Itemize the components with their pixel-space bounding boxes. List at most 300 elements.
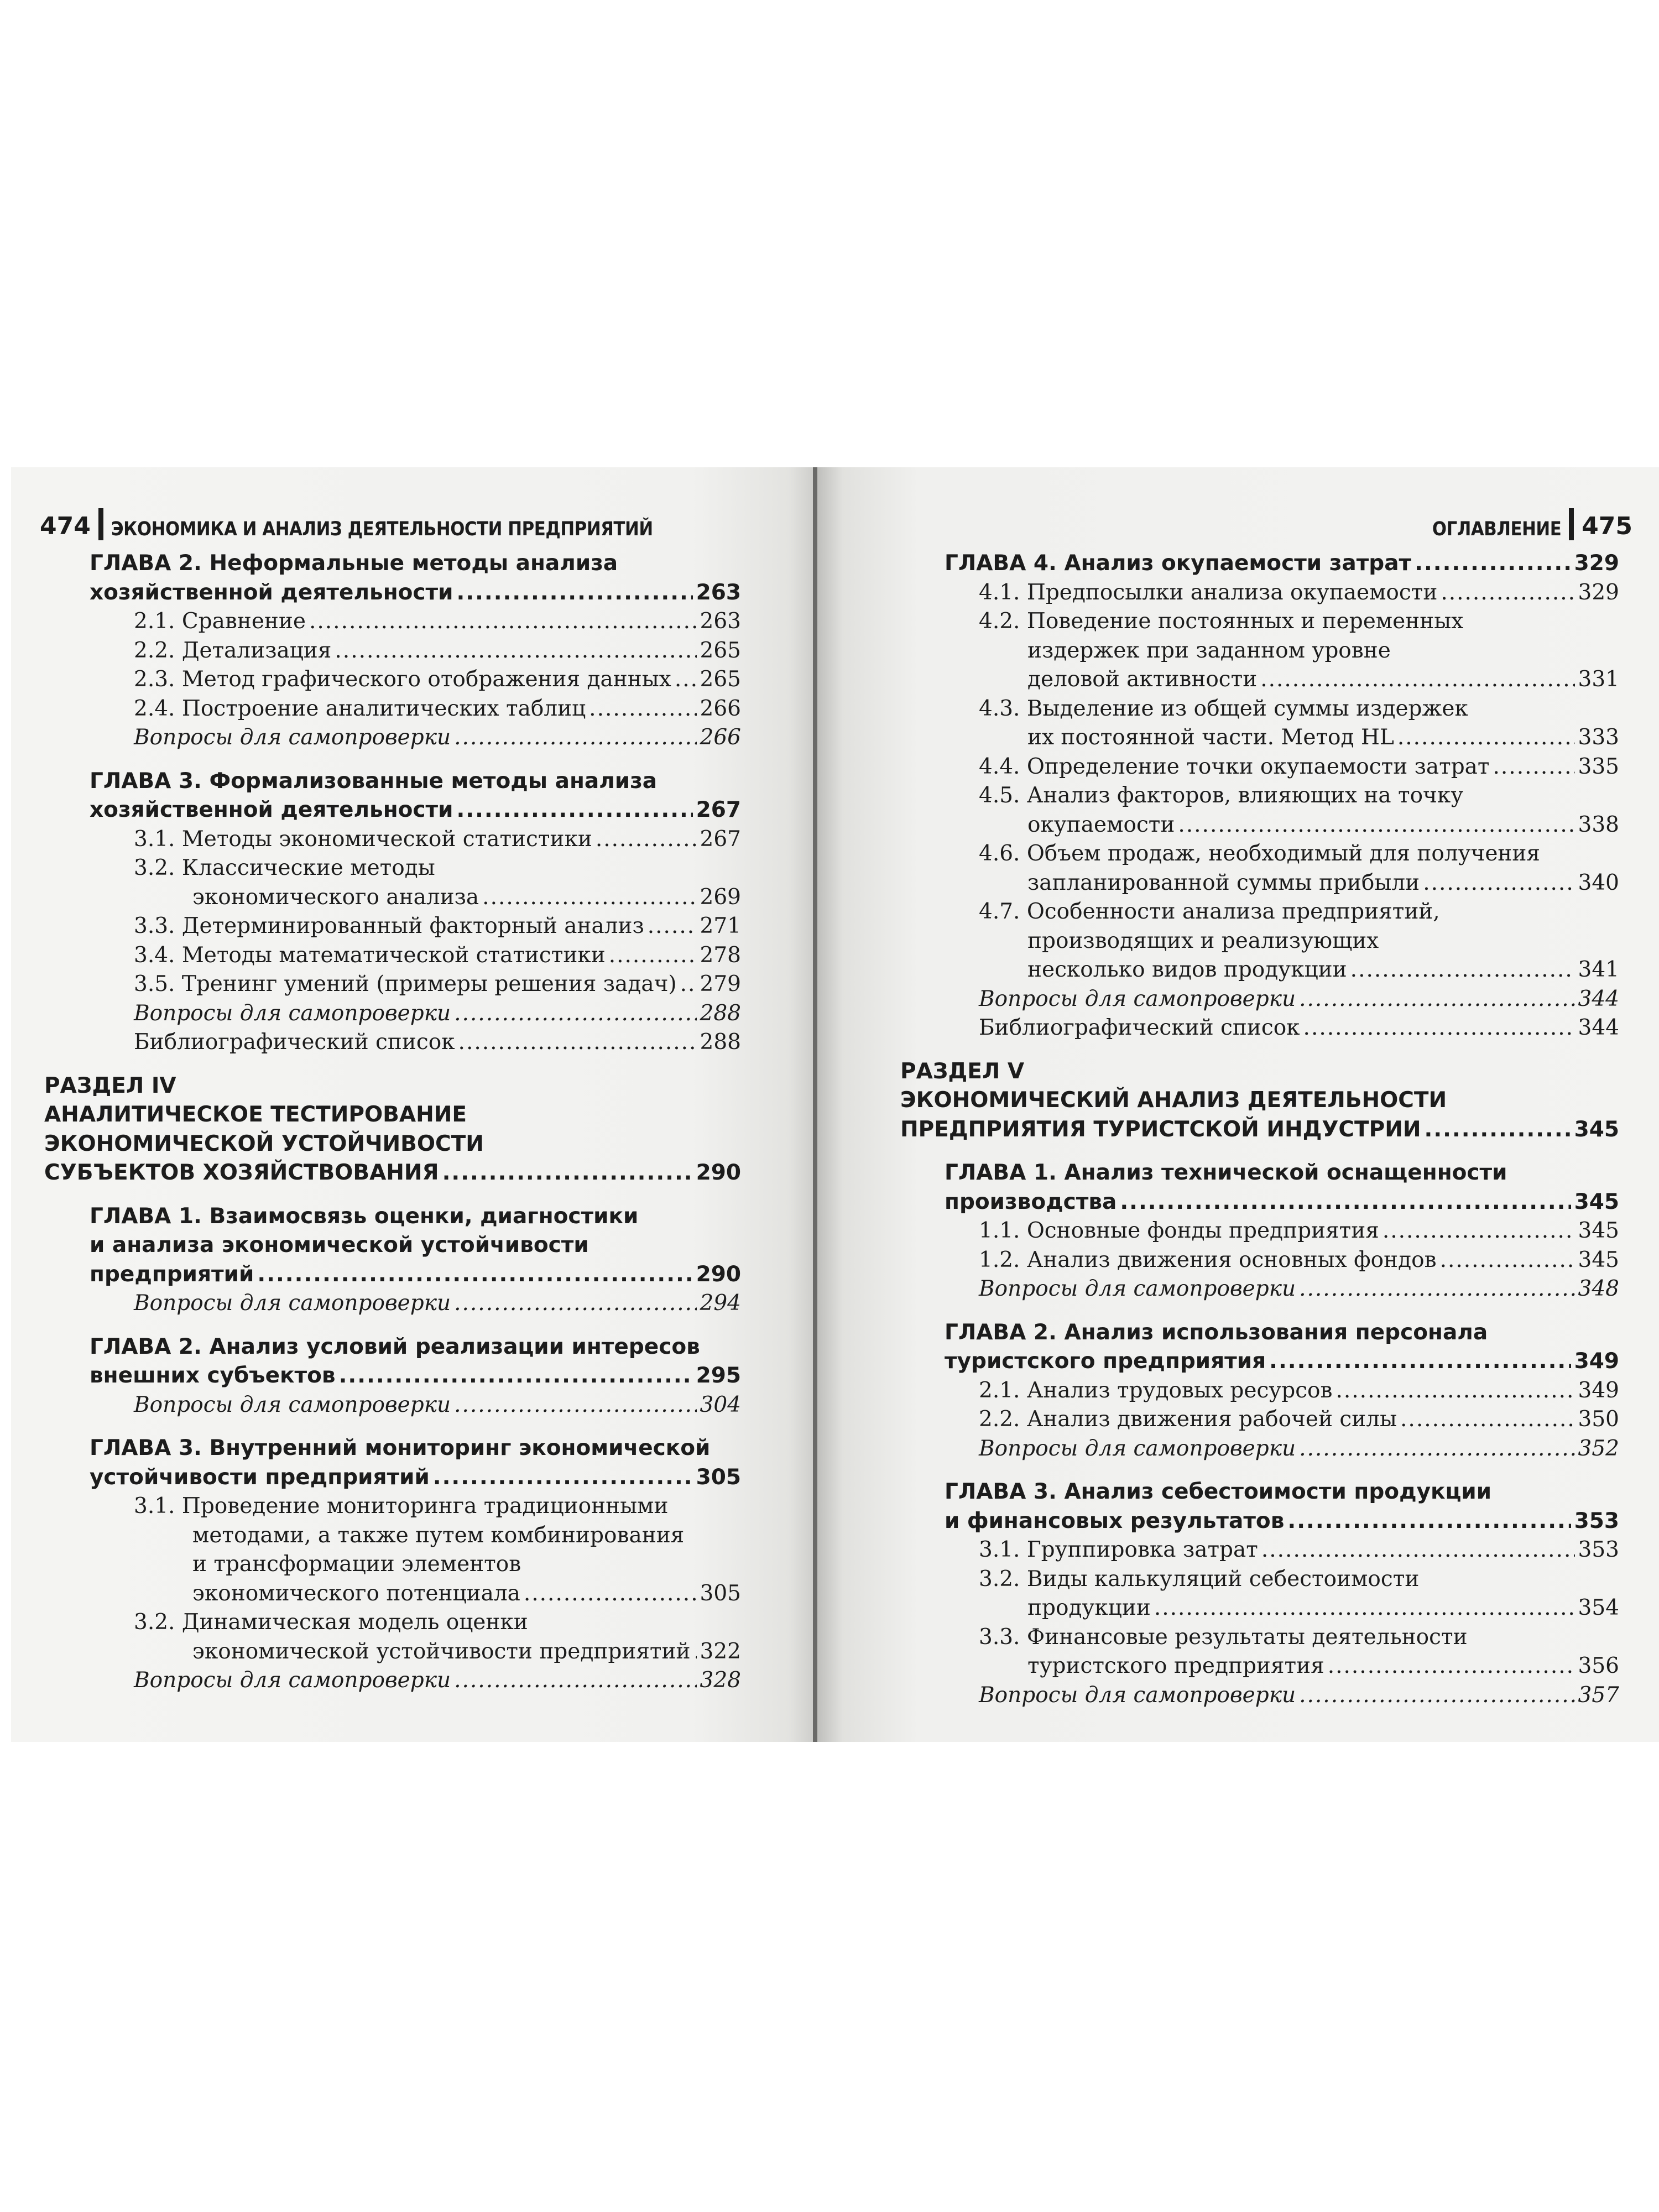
dot-leader: [1415, 549, 1571, 578]
toc-entry-title: ГЛАВА 2. Анализ использования персонала: [945, 1319, 1488, 1345]
toc-entry-title: 2.4. Построение аналитических таблиц: [134, 696, 586, 721]
toc-line: [44, 1333, 741, 1362]
toc-line: [44, 1100, 741, 1130]
toc-entry-title: ГЛАВА 1. Анализ технической оснащенности: [945, 1160, 1507, 1185]
dot-leader: [442, 1159, 693, 1188]
toc-entry-ch: [900, 1318, 1619, 1376]
toc-line-with-page: [44, 912, 741, 941]
toc-line-with-page: [900, 1188, 1619, 1217]
toc-entry-title: туристского предприятия: [1027, 1653, 1324, 1678]
toc-entry-title: ПРЕДПРИЯТИЯ ТУРИСТСКОЙ ИНДУСТРИИ: [900, 1117, 1421, 1142]
toc-entry-title: ЭКОНОМИЧЕСКОЙ УСТОЙЧИВОСТИ: [44, 1131, 484, 1156]
toc-entry-sub: [900, 578, 1619, 608]
toc-page-number: 294: [700, 1291, 741, 1316]
toc-line-with-page: [900, 1594, 1619, 1623]
dot-leader: [1299, 1275, 1574, 1304]
toc-entry-title: ГЛАВА 3. Формализованные методы анализа: [90, 768, 658, 794]
left-page-number: 474: [40, 512, 91, 540]
toc-entry-title: деловой активности: [1027, 667, 1258, 692]
toc-page-number: 322: [700, 1639, 741, 1664]
toc-line: [900, 898, 1619, 927]
toc-line-with-page: [44, 941, 741, 971]
toc-line-with-page: [44, 1637, 741, 1667]
toc-page-number: 340: [1578, 870, 1619, 895]
toc-entry-title: и трансформации элементов: [192, 1552, 521, 1577]
left-running-head: [40, 502, 727, 540]
toc-page-number: 269: [700, 884, 741, 910]
toc-line: [44, 1231, 741, 1260]
dot-leader: [309, 607, 697, 637]
toc-entry-title: РАЗДЕЛ IV: [44, 1073, 176, 1098]
toc-entry-sub: [900, 1536, 1619, 1565]
book-gutter: [813, 467, 817, 1742]
dot-leader: [454, 1666, 696, 1695]
toc-line: [900, 1478, 1619, 1507]
toc-entry-q: [44, 1289, 741, 1318]
toc-line-with-page: [44, 1463, 741, 1493]
toc-line: [44, 1550, 741, 1579]
toc-page-number: 267: [700, 826, 741, 852]
toc-entry-title: несколько видов продукции: [1027, 957, 1347, 982]
toc-entry-title: Вопросы для самопроверки: [134, 1291, 451, 1316]
toc-line: [900, 607, 1619, 637]
toc-line: [44, 1072, 741, 1101]
toc-line: [900, 1623, 1619, 1652]
toc-entry-title: 4.2. Поведение постоянных и переменных: [979, 609, 1464, 634]
toc-entry-ch: [44, 549, 741, 607]
toc-spacer: [44, 1420, 741, 1434]
dot-leader: [1260, 665, 1574, 695]
toc-line-with-page: [44, 1159, 741, 1188]
toc-entry-q: [900, 985, 1619, 1014]
toc-spacer: [900, 1043, 1619, 1057]
toc-entry-title: хозяйственной деятельности: [90, 797, 453, 822]
dot-leader: [1287, 1507, 1571, 1536]
dot-leader: [1178, 811, 1574, 840]
toc-line-with-page: [900, 1376, 1619, 1406]
toc-entry-title: Вопросы для самопроверки: [134, 725, 451, 750]
toc-line-with-page: [44, 695, 741, 724]
toc-page-number: 344: [1578, 1015, 1619, 1040]
toc-entry-title: 3.4. Методы математической статистики: [134, 942, 606, 968]
toc-line: [44, 767, 741, 796]
toc-line-with-page: [900, 985, 1619, 1014]
toc-line-with-page: [44, 578, 741, 608]
toc-page-number: 350: [1578, 1407, 1619, 1432]
toc-page-number: 338: [1578, 812, 1619, 837]
toc-entry-sub: [900, 1217, 1619, 1246]
toc-line-with-page: [44, 1028, 741, 1057]
toc-entry-title: Вопросы для самопроверки: [134, 1000, 451, 1026]
toc-spacer: [44, 1188, 741, 1202]
toc-page-number: 349: [1578, 1378, 1619, 1403]
dot-leader: [1328, 1652, 1575, 1681]
toc-entry-sub: [44, 1492, 741, 1608]
toc-line-with-page: [900, 1246, 1619, 1275]
toc-entry-title: туристского предприятия: [945, 1349, 1266, 1374]
dot-leader: [1397, 723, 1575, 753]
toc-entry-sub: [900, 1405, 1619, 1434]
toc-entry-title: Вопросы для самопроверки: [134, 1668, 451, 1693]
toc-page-number: 353: [1574, 1508, 1619, 1533]
toc-line-with-page: [900, 1347, 1619, 1376]
toc-spacer: [900, 1144, 1619, 1159]
dot-leader: [1440, 1246, 1575, 1275]
toc-line: [44, 1521, 741, 1551]
toc-entry-title: 4.5. Анализ факторов, влияющих на точку: [979, 783, 1464, 808]
toc-line-with-page: [44, 970, 741, 999]
toc-entry-title: 3.2. Динамическая модель оценки: [134, 1610, 528, 1635]
toc-line-with-page: [44, 825, 741, 854]
toc-entry-title: издержек при заданном уровне: [1027, 638, 1391, 663]
toc-line: [900, 839, 1619, 869]
toc-line-with-page: [44, 1260, 741, 1290]
toc-entry-title: продукции: [1027, 1595, 1151, 1620]
toc-entry-sub: [44, 665, 741, 695]
toc-page-number: 263: [696, 580, 741, 605]
toc-entry-title: Библиографический список: [134, 1030, 455, 1055]
toc-line-with-page: [900, 869, 1619, 898]
toc-line: [900, 781, 1619, 811]
toc-entry-sub: [900, 781, 1619, 839]
toc-entry-title: производящих и реализующих: [1027, 928, 1379, 953]
right-running-title: ОГЛАВЛЕНИЕ: [1432, 518, 1562, 540]
toc-line: [44, 1202, 741, 1232]
toc-line: [44, 854, 741, 883]
toc-entry-sub: [900, 839, 1619, 898]
dot-leader: [456, 578, 692, 608]
right-page-number: 475: [1582, 512, 1632, 540]
toc-entry-sec: [900, 1057, 1619, 1145]
toc-page-number: 265: [700, 667, 741, 692]
right-table-of-contents: [900, 549, 1619, 1710]
toc-line: [44, 549, 741, 578]
dot-leader: [482, 883, 696, 912]
toc-page-number: 288: [700, 1000, 741, 1026]
toc-line-with-page: [900, 811, 1619, 840]
toc-entry-title: 3.3. Детерминированный факторный анализ: [134, 914, 644, 938]
toc-entry-title: 2.1. Анализ трудовых ресурсов: [979, 1378, 1333, 1403]
toc-line: [900, 927, 1619, 956]
toc-entry-sec: [44, 1072, 741, 1188]
toc-entry-title: 3.3. Финансовые результаты деятельности: [979, 1624, 1468, 1650]
left-table-of-contents: [44, 549, 741, 1695]
toc-entry-title: Вопросы для самопроверки: [979, 986, 1296, 1011]
dot-leader: [1383, 1217, 1575, 1246]
dot-leader: [257, 1260, 692, 1290]
toc-entry-q: [900, 1434, 1619, 1464]
toc-entry-ch: [900, 1478, 1619, 1536]
toc-entry-title: хозяйственной деятельности: [90, 580, 453, 605]
toc-entry-q: [900, 1681, 1619, 1710]
dot-leader: [454, 1289, 696, 1318]
toc-entry-ch: [44, 1202, 741, 1290]
dot-leader: [1493, 753, 1575, 782]
toc-entry-sub: [44, 825, 741, 854]
toc-entry-title: и анализа экономической устойчивости: [90, 1233, 589, 1258]
toc-page-number: 345: [1574, 1117, 1619, 1142]
toc-entry-sub: [900, 1376, 1619, 1406]
dot-leader: [1299, 985, 1574, 1014]
toc-entry-sub: [44, 941, 741, 971]
toc-entry-title: и финансовых результатов: [945, 1508, 1285, 1533]
toc-line-with-page: [44, 883, 741, 912]
dot-leader: [454, 1391, 696, 1420]
toc-entry-title: 2.3. Метод графического отображения данных: [134, 667, 671, 692]
toc-page-number: 266: [700, 725, 741, 750]
toc-entry-title: РАЗДЕЛ V: [900, 1058, 1025, 1084]
toc-entry-title: 4.7. Особенности анализа предприятий,: [979, 899, 1440, 924]
toc-line: [900, 1159, 1619, 1188]
dot-leader: [675, 665, 697, 695]
toc-spacer: [44, 753, 741, 767]
toc-entry-title: методами, а также путем комбинирования: [192, 1522, 685, 1548]
toc-line-with-page: [44, 1361, 741, 1391]
dot-leader: [1120, 1188, 1571, 1217]
toc-line-with-page: [900, 753, 1619, 782]
toc-line-with-page: [900, 1681, 1619, 1710]
toc-line-with-page: [44, 1289, 741, 1318]
toc-entry-sub: [900, 607, 1619, 695]
dot-leader: [335, 637, 696, 666]
toc-line-with-page: [44, 637, 741, 666]
dot-leader: [339, 1361, 693, 1391]
toc-spacer: [44, 1318, 741, 1333]
toc-line: [900, 1057, 1619, 1087]
toc-spacer: [44, 1057, 741, 1072]
toc-spacer: [900, 1463, 1619, 1478]
toc-entry-title: Вопросы для самопроверки: [979, 1276, 1296, 1301]
dot-leader: [1400, 1405, 1575, 1434]
toc-entry-sub: [44, 854, 741, 912]
dot-leader: [458, 1028, 697, 1057]
toc-line-with-page: [900, 578, 1619, 608]
toc-line-with-page: [900, 1115, 1619, 1145]
toc-page-number: 263: [700, 609, 741, 634]
toc-entry-title: 3.5. Тренинг умений (примеры решения задач): [134, 972, 677, 997]
toc-entry-ch: [900, 1159, 1619, 1217]
toc-page-number: 335: [1578, 754, 1619, 779]
dot-leader: [1303, 1014, 1575, 1043]
running-head-divider: [1569, 508, 1574, 540]
dot-leader: [1261, 1536, 1575, 1565]
toc-page-number: 278: [700, 942, 741, 968]
toc-entry-sub: [44, 912, 741, 941]
toc-page-number: 329: [1578, 580, 1619, 605]
toc-line: [44, 1492, 741, 1521]
toc-entry-ch: [44, 1434, 741, 1492]
toc-line-with-page: [900, 1275, 1619, 1304]
dot-leader: [680, 970, 697, 999]
toc-line-with-page: [900, 1507, 1619, 1536]
toc-line-with-page: [44, 1391, 741, 1420]
toc-page-number: 352: [1578, 1436, 1619, 1461]
toc-line-with-page: [900, 1652, 1619, 1681]
dot-leader: [524, 1579, 697, 1609]
toc-entry-title: Вопросы для самопроверки: [979, 1682, 1296, 1708]
toc-entry-sub: [44, 970, 741, 999]
dot-leader: [1154, 1594, 1575, 1623]
dot-leader: [1350, 956, 1575, 985]
toc-entry-sub: [900, 695, 1619, 753]
toc-line-with-page: [44, 796, 741, 825]
toc-entry-ch: [44, 767, 741, 825]
toc-entry-title: 2.2. Анализ движения рабочей силы: [979, 1407, 1397, 1432]
toc-line-with-page: [900, 723, 1619, 753]
right-page: [817, 467, 1659, 1742]
running-head-divider: [98, 508, 103, 540]
toc-entry-title: 2.2. Детализация: [134, 638, 332, 663]
dot-leader: [433, 1463, 693, 1493]
toc-entry-title: Библиографический список: [979, 1015, 1300, 1040]
toc-page-number: 305: [696, 1464, 741, 1490]
toc-page-number: 357: [1578, 1682, 1619, 1708]
dot-leader: [1441, 578, 1574, 608]
toc-entry-sub: [900, 1623, 1619, 1681]
left-page: [11, 467, 813, 1742]
toc-page-number: 305: [700, 1580, 741, 1606]
toc-entry-sub: [900, 753, 1619, 782]
dot-leader: [1269, 1347, 1571, 1376]
toc-page-number: 328: [700, 1668, 741, 1693]
toc-entry-title: внешних субъектов: [90, 1363, 336, 1388]
dot-leader: [648, 912, 697, 941]
dot-leader: [454, 999, 696, 1029]
toc-entry-title: ЭКОНОМИЧЕСКИЙ АНАЛИЗ ДЕЯТЕЛЬНОСТИ: [900, 1088, 1447, 1113]
dot-leader: [1423, 869, 1574, 898]
toc-page-number: 345: [1574, 1189, 1619, 1214]
toc-line-with-page: [44, 723, 741, 753]
toc-page-number: 345: [1578, 1218, 1619, 1243]
toc-entry-title: производства: [945, 1189, 1117, 1214]
toc-entry-q: [900, 1275, 1619, 1304]
toc-entry-title: 3.2. Виды калькуляций себестоимости: [979, 1566, 1420, 1592]
toc-entry-title: устойчивости предприятий: [90, 1464, 430, 1490]
dot-leader: [456, 796, 692, 825]
toc-entry-sub: [44, 637, 741, 666]
toc-entry-title: экономического потенциала: [192, 1580, 520, 1606]
toc-entry-title: экономического анализа: [192, 884, 479, 910]
book-spread: [0, 467, 1659, 1742]
toc-entry-title: Вопросы для самопроверки: [134, 1392, 451, 1417]
toc-entry-title: 3.1. Методы экономической статистики: [134, 826, 592, 852]
toc-page-number: 331: [1578, 667, 1619, 692]
toc-entry-sub: [900, 1565, 1619, 1623]
toc-page-number: 288: [700, 1030, 741, 1055]
toc-entry-title: ГЛАВА 1. Взаимосвязь оценки, диагностики: [90, 1203, 639, 1229]
toc-entry-sub: [900, 898, 1619, 985]
toc-entry-title: 4.1. Предпосылки анализа окупаемости: [979, 580, 1438, 605]
toc-line-with-page: [44, 1666, 741, 1695]
toc-entry-ch: [44, 1333, 741, 1391]
toc-line-with-page: [900, 1405, 1619, 1434]
dot-leader: [1299, 1681, 1574, 1710]
toc-entry-title: 3.2. Классические методы: [134, 855, 435, 880]
toc-line-with-page: [44, 607, 741, 637]
toc-page-number: 353: [1578, 1537, 1619, 1562]
left-running-title: ЭКОНОМИКА И АНАЛИЗ ДЕЯТЕЛЬНОСТИ ПРЕДПРИЯТИЙ: [111, 518, 653, 540]
toc-page-number: 348: [1578, 1276, 1619, 1301]
toc-page-number: 267: [696, 797, 741, 822]
toc-line: [900, 695, 1619, 724]
toc-line-with-page: [44, 665, 741, 695]
toc-entry-title: ГЛАВА 2. Неформальные методы анализа: [90, 551, 618, 576]
toc-entry-title: СУБЪЕКТОВ ХОЗЯЙСТВОВАНИЯ: [44, 1160, 439, 1185]
toc-entry-title: ГЛАВА 3. Анализ себестоимости продукции: [945, 1479, 1492, 1504]
toc-page-number: 279: [700, 972, 741, 997]
toc-entry-title: их постоянной части. Метод HL: [1027, 725, 1394, 750]
toc-page-number: 290: [696, 1261, 741, 1287]
toc-entry-ch: [900, 549, 1619, 578]
toc-line-with-page: [900, 1536, 1619, 1565]
toc-entry-title: 1.1. Основные фонды предприятия: [979, 1218, 1379, 1243]
dot-leader: [1335, 1376, 1574, 1406]
toc-entry-title: ГЛАВА 3. Внутренний мониторинг экономической: [90, 1436, 711, 1460]
dot-leader: [694, 1637, 697, 1667]
dot-leader: [1299, 1434, 1574, 1464]
toc-page-number: 349: [1574, 1349, 1619, 1374]
toc-entry-title: Вопросы для самопроверки: [979, 1436, 1296, 1461]
toc-line: [900, 1318, 1619, 1348]
toc-entry-title: 1.2. Анализ движения основных фондов: [979, 1247, 1437, 1272]
dot-leader: [1425, 1115, 1571, 1145]
toc-entry-sub: [900, 1246, 1619, 1275]
toc-entry-bib: [44, 1028, 741, 1057]
toc-entry-sub: [44, 607, 741, 637]
toc-page-number: 304: [700, 1392, 741, 1417]
toc-line-with-page: [900, 665, 1619, 695]
toc-entry-title: 4.6. Объем продаж, необходимый для получения: [979, 841, 1540, 866]
toc-line: [900, 637, 1619, 666]
toc-entry-title: запланированной суммы прибыли: [1027, 870, 1420, 895]
toc-entry-title: ГЛАВА 2. Анализ условий реализации интересов: [90, 1334, 700, 1359]
toc-entry-title: ГЛАВА 4. Анализ окупаемости затрат: [945, 551, 1412, 576]
toc-entry-sub: [44, 1608, 741, 1666]
toc-entry-q: [44, 1391, 741, 1420]
toc-page-number: 344: [1578, 986, 1619, 1011]
dot-leader: [589, 695, 696, 724]
toc-line-with-page: [44, 999, 741, 1029]
toc-page-number: 333: [1578, 725, 1619, 750]
toc-line-with-page: [44, 1579, 741, 1609]
toc-entry-q: [44, 1666, 741, 1695]
toc-entry-sub: [44, 695, 741, 724]
toc-entry-q: [44, 999, 741, 1029]
toc-line: [900, 1086, 1619, 1115]
toc-entry-title: 4.3. Выделение из общей суммы издержек: [979, 696, 1468, 721]
toc-line: [44, 1434, 741, 1463]
toc-page-number: 295: [696, 1363, 741, 1388]
toc-entry-title: АНАЛИТИЧЕСКОЕ ТЕСТИРОВАНИЕ: [44, 1102, 467, 1127]
toc-entry-title: окупаемости: [1027, 812, 1175, 837]
toc-page-number: 329: [1574, 551, 1619, 576]
toc-page-number: 266: [700, 696, 741, 721]
toc-line: [44, 1608, 741, 1637]
toc-page-number: 290: [696, 1160, 741, 1185]
toc-entry-title: предприятий: [90, 1261, 254, 1287]
toc-line-with-page: [900, 1217, 1619, 1246]
toc-line-with-page: [900, 549, 1619, 578]
dot-leader: [596, 825, 697, 854]
toc-line: [44, 1130, 741, 1159]
toc-entry-bib: [900, 1014, 1619, 1043]
toc-page-number: 271: [700, 914, 741, 938]
toc-entry-title: 4.4. Определение точки окупаемости затрат: [979, 754, 1490, 779]
toc-page-number: 265: [700, 638, 741, 663]
toc-entry-title: 3.1. Группировка затрат: [979, 1537, 1258, 1562]
toc-line: [900, 1565, 1619, 1594]
toc-line-with-page: [900, 1014, 1619, 1043]
